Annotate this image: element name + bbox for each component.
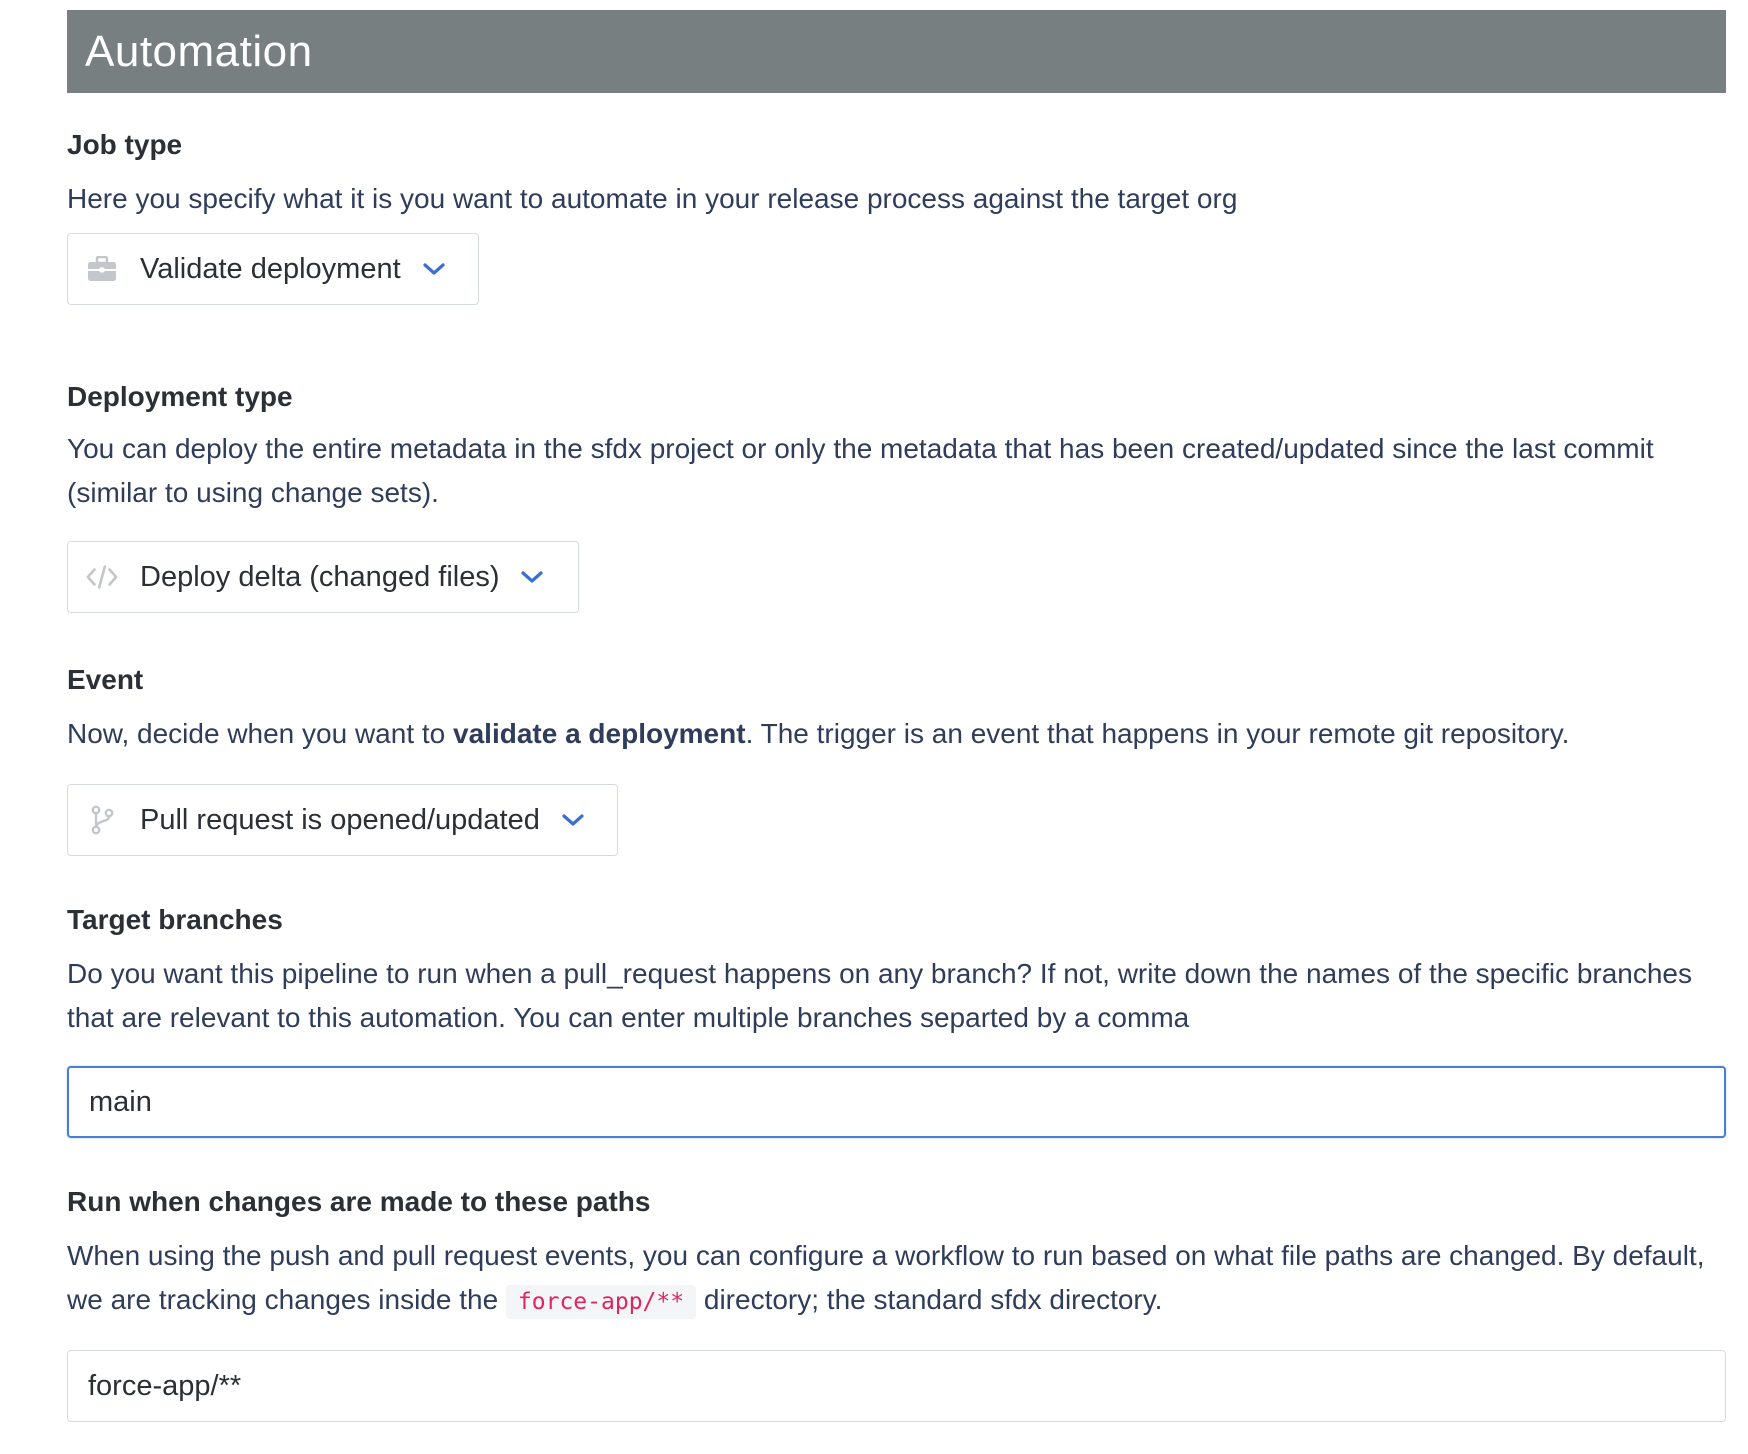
chevron-down-icon (560, 807, 586, 833)
job-type-heading: Job type (67, 129, 183, 160)
target-branches-section (67, 903, 1726, 1040)
deployment-type-description: You can deploy the entire metadata in the sfdx project or only the metadata that has been created/updated since the last commit (similar to using change sets). (67, 433, 1654, 508)
code-icon (86, 561, 118, 593)
paths-description: When using the push and pull request events, you can configure a workflow to run based on what file paths are changed. By default, we are tracking changes inside the force-app/** directory; the standard sfdx directory. (67, 1234, 1726, 1324)
job-type-section (67, 128, 1726, 285)
code-snippet: force-app/** (506, 1285, 696, 1319)
event-description: Now, decide when you want to validate a deployment. The trigger is an event that happens in your remote git repository. (67, 718, 1570, 749)
chevron-down-icon (421, 256, 447, 282)
deployment-type-heading: Deployment type (67, 381, 293, 412)
event-section (67, 663, 1726, 836)
target-branches-description: Do you want this pipeline to run when a pull_request happens on any branch? If not, write down the names of the specific branches that are relevant to this automation. You can enter multiple branches separted by a comma (67, 958, 1692, 1033)
target-branches-heading: Target branches (67, 904, 283, 935)
event-dropdown[interactable] (67, 784, 618, 856)
event-action-emphasis: validate a deployment (453, 718, 746, 749)
briefcase-icon (86, 253, 118, 285)
event-heading: Event (67, 664, 144, 695)
deployment-type-dropdown[interactable] (67, 541, 579, 613)
job-type-dropdown[interactable] (67, 233, 479, 305)
paths-input[interactable] (67, 1350, 1726, 1422)
deployment-type-selected: Deploy delta (changed files) (140, 560, 500, 593)
page-title: Automation (85, 26, 313, 76)
deployment-type-section (67, 380, 1726, 593)
paths-heading: Run when changes are made to these paths (67, 1186, 651, 1217)
event-selected: Pull request is opened/updated (140, 803, 540, 836)
section-header (67, 10, 1726, 93)
job-type-description: Here you specify what it is you want to automate in your release process against the target org (67, 183, 1238, 214)
git-branch-icon (86, 804, 118, 836)
target-branches-input[interactable] (67, 1066, 1726, 1138)
job-type-selected: Validate deployment (140, 252, 401, 285)
chevron-down-icon (519, 564, 545, 590)
paths-section (67, 1185, 1726, 1324)
